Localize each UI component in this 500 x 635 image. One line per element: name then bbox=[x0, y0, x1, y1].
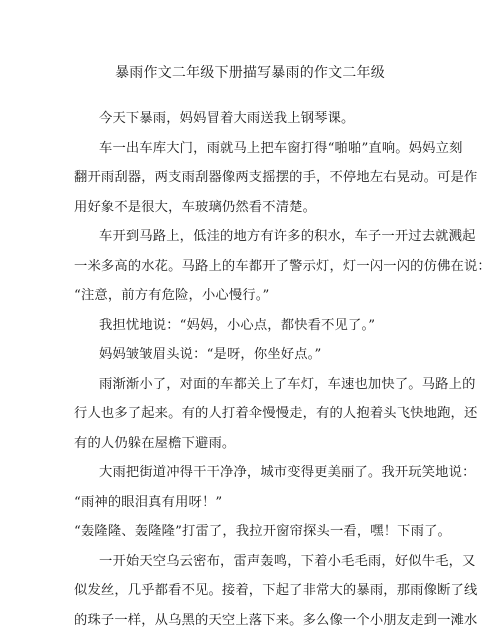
text-line: 行人也多了起来。有的人打着伞慢慢走，有的人抱着头飞快地跑，还 bbox=[74, 399, 440, 429]
text-line: 有的人仍躲在屋檐下避雨。 bbox=[74, 429, 440, 459]
text-line: 翻开雨刮器，两支雨刮器像两支摇摆的手，不停地左右晃动。可是作 bbox=[74, 163, 440, 193]
text-line: 的珠子一样，从乌黑的天空上落下来。多么像一个小朋友走到一滩水 bbox=[74, 606, 440, 635]
text-line: 雨渐渐小了，对面的车都关上了车灯，车速也加快了。马路上的 bbox=[74, 370, 440, 400]
text-line: 车开到马路上，低洼的地方有许多的积水，车子一开过去就溅起 bbox=[74, 222, 440, 252]
document-title: 暴雨作文二年级下册描写暴雨的作文二年级 bbox=[0, 63, 500, 83]
text-line: “轰隆隆、轰隆隆”打雷了，我拉开窗帘探头一看，嘿！下雨了。 bbox=[74, 517, 440, 547]
text-line: 似发丝，几乎都看不见。接着，下起了非常大的暴雨，那雨像断了线 bbox=[74, 576, 440, 606]
text-line: “雨神的眼泪真有用呀！” bbox=[74, 488, 440, 518]
text-line: 一米多高的水花。马路上的车都开了警示灯，灯一闪一闪的仿佛在说： bbox=[74, 252, 440, 282]
text-line: 我担忧地说：“妈妈，小心点，都快看不见了。” bbox=[74, 311, 440, 341]
document-body bbox=[74, 104, 440, 635]
text-line: 大雨把街道冲得干干净净，城市变得更美丽了。我开玩笑地说： bbox=[74, 458, 440, 488]
text-line: “注意，前方有危险，小心慢行。” bbox=[74, 281, 440, 311]
text-line: 一开始天空乌云密布，雷声轰鸣，下着小毛毛雨，好似牛毛，又 bbox=[74, 547, 440, 577]
text-line: 用好象不是很大，车玻璃仍然看不清楚。 bbox=[74, 193, 440, 223]
text-line: 妈妈皱皱眉头说：“是呀，你坐好点。” bbox=[74, 340, 440, 370]
text-line: 今天下暴雨，妈妈冒着大雨送我上钢琴课。 bbox=[74, 104, 440, 134]
text-line: 车一出车库大门，雨就马上把车窗打得“啪啪”直响。妈妈立刻 bbox=[74, 134, 440, 164]
